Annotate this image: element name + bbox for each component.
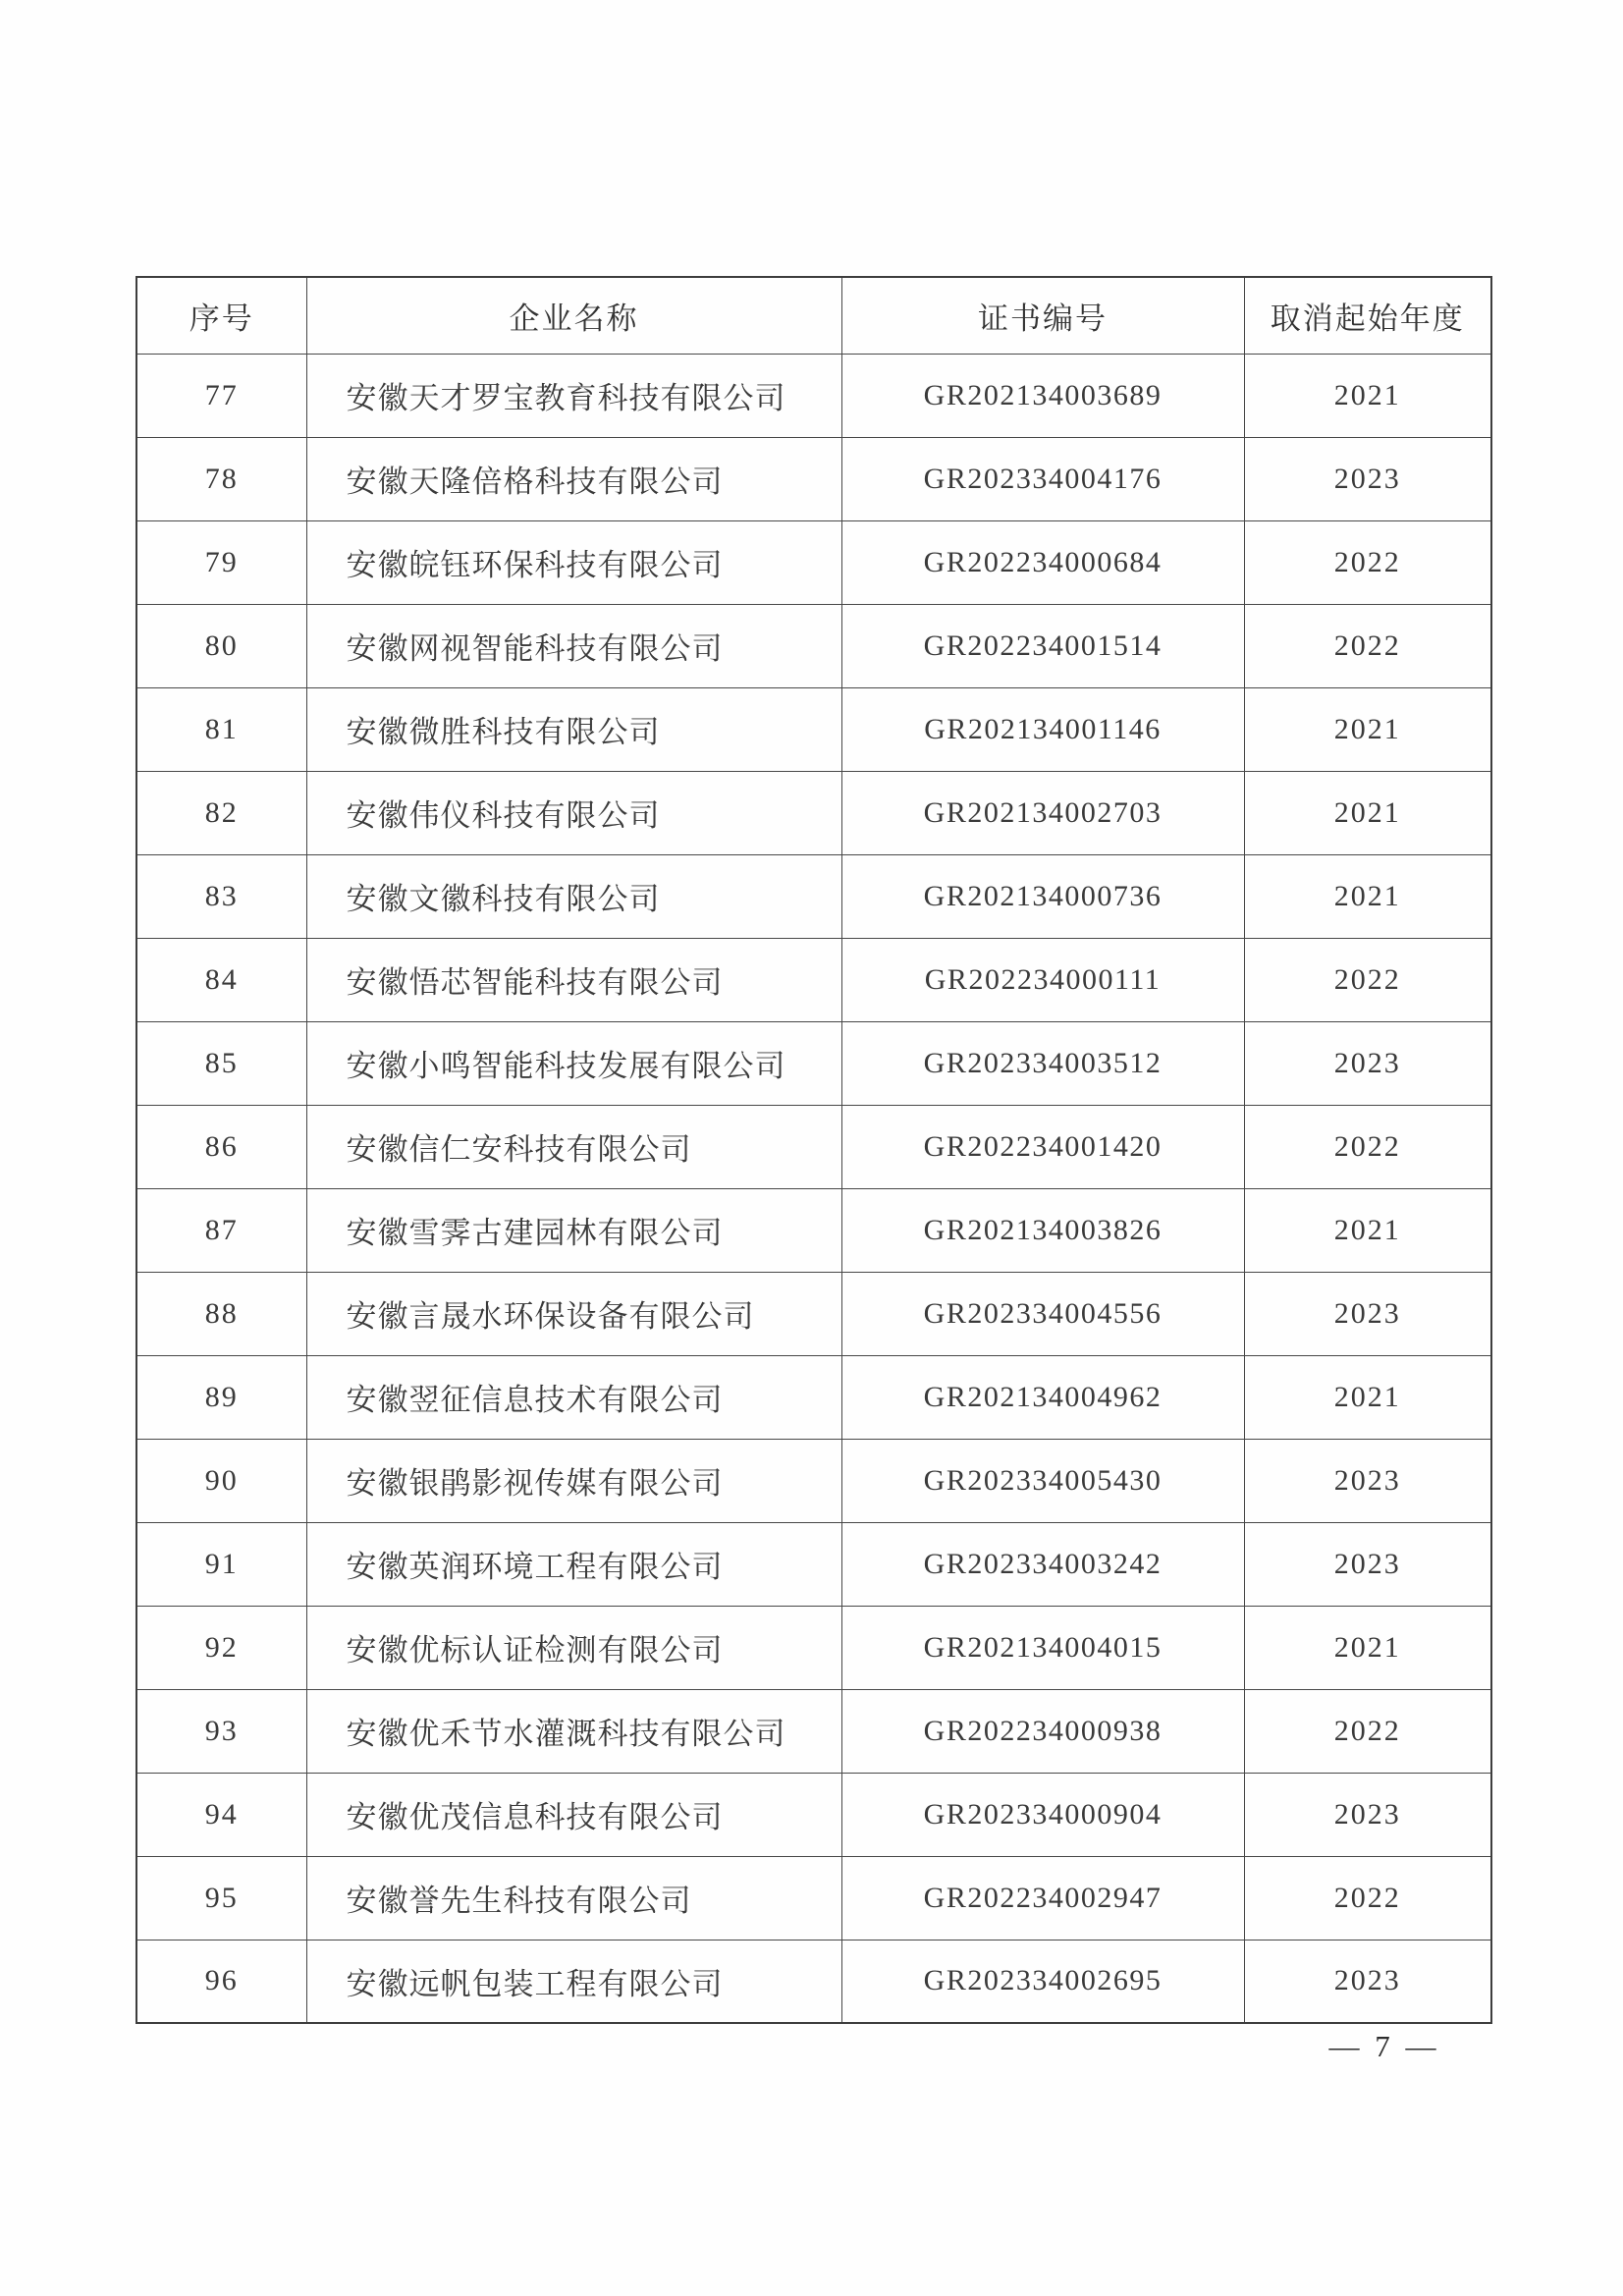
company-name-cell: 安徽英润环境工程有限公司 [306,1522,841,1606]
serial-number-cell: 93 [136,1689,306,1773]
certificate-number-cell: GR202234000111 [841,938,1244,1021]
year-cell: 2021 [1244,1606,1491,1689]
year-cell: 2021 [1244,354,1491,437]
year-cell: 2021 [1244,771,1491,854]
company-name-cell: 安徽优茂信息科技有限公司 [306,1773,841,1856]
company-name-cell: 安徽文徽科技有限公司 [306,854,841,938]
table-row [136,687,1491,771]
company-name-cell: 安徽伟仪科技有限公司 [306,771,841,854]
certificate-number-cell: GR202334004556 [841,1272,1244,1355]
certificate-number-cell: GR202334002695 [841,1940,1244,2023]
company-name-cell: 安徽网视智能科技有限公司 [306,604,841,687]
serial-number-cell: 90 [136,1439,306,1522]
table-row [136,1856,1491,1940]
certificate-number-cell: GR202134004015 [841,1606,1244,1689]
year-cell: 2023 [1244,1773,1491,1856]
serial-number-cell: 81 [136,687,306,771]
company-name-cell: 安徽优禾节水灌溉科技有限公司 [306,1689,841,1773]
year-cell: 2023 [1244,1940,1491,2023]
serial-number-cell: 96 [136,1940,306,2023]
certificate-number-cell: GR202134003689 [841,354,1244,437]
page-number: — 7 — [1328,2029,1440,2063]
table-row [136,1689,1491,1773]
certificate-number-cell: GR202234001420 [841,1105,1244,1188]
serial-number-cell: 84 [136,938,306,1021]
serial-number-cell: 89 [136,1355,306,1439]
serial-number-cell: 88 [136,1272,306,1355]
column-header-certificate-number: 证书编号 [841,277,1244,354]
certificate-number-cell: GR202334004176 [841,437,1244,520]
company-cancellation-table [135,276,1492,2024]
certificate-number-cell: GR202234002947 [841,1856,1244,1940]
company-name-cell: 安徽誉先生科技有限公司 [306,1856,841,1940]
serial-number-cell: 92 [136,1606,306,1689]
certificate-number-cell: GR202234001514 [841,604,1244,687]
year-cell: 2022 [1244,1105,1491,1188]
certificate-number-cell: GR202334000904 [841,1773,1244,1856]
company-name-cell: 安徽信仁安科技有限公司 [306,1105,841,1188]
column-header-cancellation-start-year: 取消起始年度 [1244,277,1491,354]
company-name-cell: 安徽言晟水环保设备有限公司 [306,1272,841,1355]
year-cell: 2022 [1244,604,1491,687]
company-name-cell: 安徽皖钰环保科技有限公司 [306,520,841,604]
year-cell: 2022 [1244,938,1491,1021]
company-name-cell: 安徽微胜科技有限公司 [306,687,841,771]
company-name-cell: 安徽翌征信息技术有限公司 [306,1355,841,1439]
table-row [136,437,1491,520]
year-cell: 2023 [1244,1439,1491,1522]
table-row [136,1439,1491,1522]
column-header-serial-number: 序号 [136,277,306,354]
table-row [136,1773,1491,1856]
year-cell: 2023 [1244,1522,1491,1606]
serial-number-cell: 80 [136,604,306,687]
table-body [136,354,1491,2023]
table-row [136,771,1491,854]
serial-number-cell: 95 [136,1856,306,1940]
serial-number-cell: 94 [136,1773,306,1856]
certificate-number-cell: GR202334003512 [841,1021,1244,1105]
year-cell: 2021 [1244,687,1491,771]
year-cell: 2021 [1244,1355,1491,1439]
certificate-number-cell: GR202234000938 [841,1689,1244,1773]
certificate-number-cell: GR202134001146 [841,687,1244,771]
serial-number-cell: 77 [136,354,306,437]
table-row [136,520,1491,604]
year-cell: 2023 [1244,437,1491,520]
serial-number-cell: 83 [136,854,306,938]
table-row [136,854,1491,938]
company-name-cell: 安徽银鹃影视传媒有限公司 [306,1439,841,1522]
table-row [136,1940,1491,2023]
certificate-number-cell: GR202234000684 [841,520,1244,604]
year-cell: 2023 [1244,1272,1491,1355]
table-row [136,1021,1491,1105]
company-name-cell: 安徽优标认证检测有限公司 [306,1606,841,1689]
table-row [136,354,1491,437]
serial-number-cell: 78 [136,437,306,520]
serial-number-cell: 85 [136,1021,306,1105]
table-row [136,1188,1491,1272]
certificate-number-cell: GR202334003242 [841,1522,1244,1606]
year-cell: 2022 [1244,1689,1491,1773]
table-row [136,1606,1491,1689]
certificate-number-cell: GR202134000736 [841,854,1244,938]
company-name-cell: 安徽远帆包装工程有限公司 [306,1940,841,2023]
company-name-cell: 安徽小鸣智能科技发展有限公司 [306,1021,841,1105]
table-row [136,1105,1491,1188]
table-row [136,604,1491,687]
table-row [136,1522,1491,1606]
company-name-cell: 安徽悟芯智能科技有限公司 [306,938,841,1021]
table-row [136,1355,1491,1439]
certificate-number-cell: GR202134002703 [841,771,1244,854]
year-cell: 2022 [1244,1856,1491,1940]
company-name-cell: 安徽天隆倍格科技有限公司 [306,437,841,520]
year-cell: 2022 [1244,520,1491,604]
serial-number-cell: 91 [136,1522,306,1606]
serial-number-cell: 82 [136,771,306,854]
certificate-number-cell: GR202334005430 [841,1439,1244,1522]
certificate-number-cell: GR202134003826 [841,1188,1244,1272]
year-cell: 2021 [1244,854,1491,938]
company-name-cell: 安徽雪霁古建园林有限公司 [306,1188,841,1272]
certificate-number-cell: GR202134004962 [841,1355,1244,1439]
year-cell: 2021 [1244,1188,1491,1272]
serial-number-cell: 86 [136,1105,306,1188]
column-header-company-name: 企业名称 [306,277,841,354]
table-header-row [136,277,1491,354]
serial-number-cell: 87 [136,1188,306,1272]
table-row [136,938,1491,1021]
serial-number-cell: 79 [136,520,306,604]
table-row [136,1272,1491,1355]
company-name-cell: 安徽天才罗宝教育科技有限公司 [306,354,841,437]
year-cell: 2023 [1244,1021,1491,1105]
